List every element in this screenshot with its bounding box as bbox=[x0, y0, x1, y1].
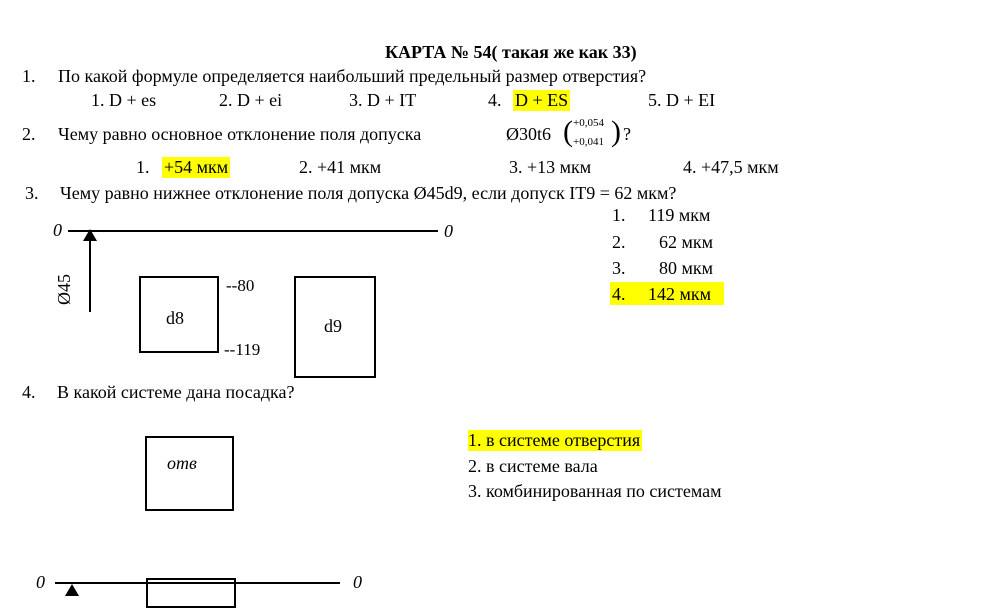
q1-option-4-number: 4. bbox=[488, 90, 502, 110]
q2-option-1-number: 1. bbox=[136, 157, 150, 177]
q3-arrowhead-icon bbox=[83, 229, 97, 241]
q1-option-2: 2. D + ei bbox=[219, 90, 283, 110]
q4-arrowhead-icon bbox=[65, 584, 79, 598]
q4-option-1: 1. в системе отверстия bbox=[468, 430, 641, 450]
q4-option-2: 2. в системе вала bbox=[468, 456, 598, 476]
q3-number: 3. bbox=[25, 183, 39, 203]
q1-option-3: 3. D + IT bbox=[349, 90, 417, 110]
q4-hole-box-label: отв bbox=[167, 453, 197, 473]
q2-text: Чему равно основное отклонение поля допуска bbox=[58, 124, 422, 144]
q1-number: 1. bbox=[22, 66, 36, 86]
q2-option-2: 2. +41 мкм bbox=[299, 157, 382, 177]
q3-zero-line bbox=[68, 230, 438, 232]
q3-zero-right: 0 bbox=[444, 221, 453, 241]
q1-option-4-answer: D + ES bbox=[515, 90, 569, 110]
q2-lower-deviation: +0,041 bbox=[573, 136, 604, 148]
page-title: КАРТА № 54( такая же как 33) bbox=[385, 42, 637, 62]
q2-size: Ø30t6 bbox=[506, 124, 551, 144]
q2-left-paren: ( bbox=[563, 115, 573, 148]
q1-option-1: 1. D + es bbox=[91, 90, 157, 110]
q2-right-paren: ) bbox=[611, 115, 621, 148]
q3-option-3-number: 3. bbox=[612, 258, 626, 278]
q2-option-1-answer: +54 мкм bbox=[164, 157, 229, 177]
q3-dimension-line bbox=[89, 236, 91, 312]
q3-option-2-number: 2. bbox=[612, 232, 626, 252]
q4-zero-right: 0 bbox=[353, 572, 362, 592]
q3-deviation-top: --80 bbox=[226, 276, 255, 295]
q4-number: 4. bbox=[22, 382, 36, 402]
q3-dimension-label: Ø45 bbox=[54, 274, 74, 305]
q3-box-d8-label: d8 bbox=[166, 308, 184, 328]
q3-option-4-text: 142 мкм bbox=[648, 284, 712, 304]
q4-option-3: 3. комбинированная по системам bbox=[468, 481, 722, 501]
q3-option-2-text: 62 мкм bbox=[659, 232, 714, 252]
q3-deviation-bottom: --119 bbox=[224, 340, 261, 359]
q3-option-3-text: 80 мкм bbox=[659, 258, 714, 278]
q2-option-4: 4. +47,5 мкм bbox=[683, 157, 779, 177]
q2-upper-deviation: +0,054 bbox=[573, 117, 604, 129]
q3-option-1-number: 1. bbox=[612, 205, 626, 225]
q2-tail: ? bbox=[623, 124, 631, 144]
q4-second-box bbox=[146, 578, 236, 608]
q1-text: По какой формуле определяется наибольший предельный размер отверстия? bbox=[58, 66, 647, 86]
q2-number: 2. bbox=[22, 124, 36, 144]
q3-box-d9-label: d9 bbox=[324, 316, 342, 336]
q4-text: В какой системе дана посадка? bbox=[57, 382, 295, 402]
q3-text: Чему равно нижнее отклонение поля допуска Ø45d9, если допуск IT9 = 62 мкм? bbox=[60, 183, 677, 203]
q3-zero-left: 0 bbox=[53, 220, 62, 240]
q1-option-5: 5. D + EI bbox=[648, 90, 716, 110]
q3-option-4-number: 4. bbox=[612, 284, 626, 304]
q4-zero-left: 0 bbox=[36, 572, 45, 592]
q2-option-3: 3. +13 мкм bbox=[509, 157, 592, 177]
q3-option-1-text: 119 мкм bbox=[648, 205, 711, 225]
